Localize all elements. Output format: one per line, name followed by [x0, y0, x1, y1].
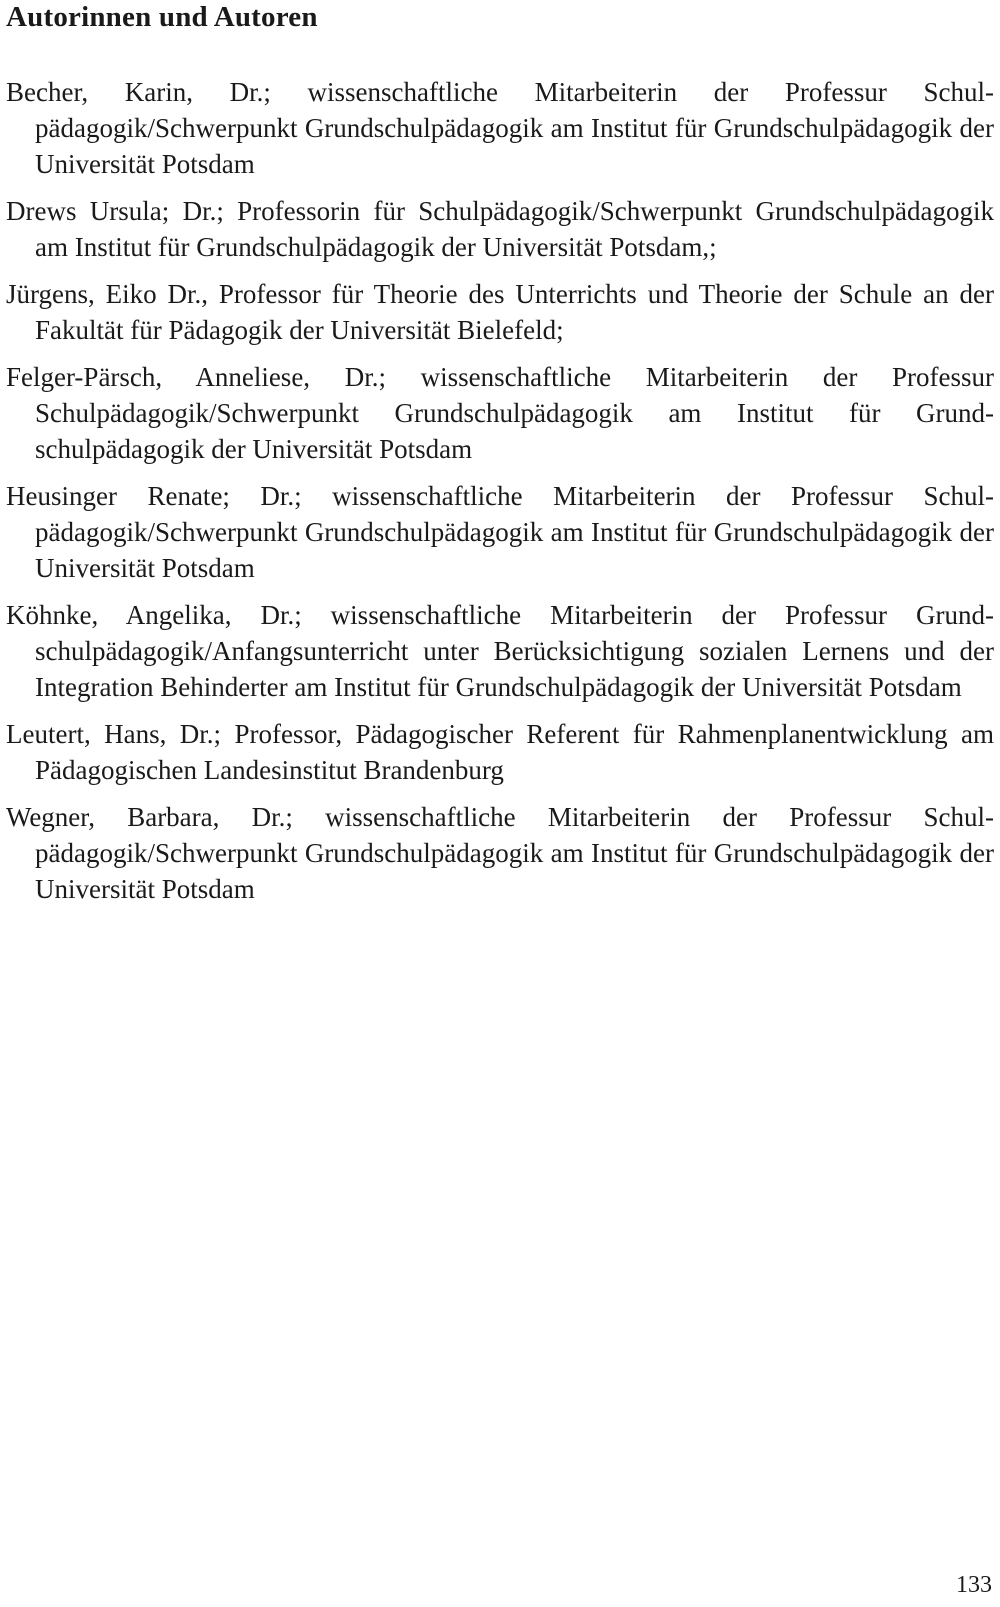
author-entry-felger-paersch: Felger-Pärsch, Anneliese, Dr.; wissenschaftliche Mitarbeiterin der Professur Schulpädagogik/Schwerpunkt Grundschulpädagogik am Institut für Grundschulpädagogik der Universität Potsdam: [6, 362, 994, 464]
author-entry-koehnke: Köhnke, Angelika, Dr.; wissenschaftliche Mitarbeiterin der Professur Grundschulpädagogik/Anfangsunterricht unter Berücksichtigung sozialen Lernens und der Integration Behinderter am Institut für Grundschulpädagogik der Universität Potsdam: [6, 600, 994, 702]
author-entry-wegner: Wegner, Barbara, Dr.; wissenschaftliche Mitarbeiterin der Professur Schulpädagogik/Schwerpunkt Grundschulpädagogik am Institut für Grundschulpädagogik der Universität Potsdam: [6, 802, 994, 904]
author-entry-drews: Drews Ursula; Dr.; Professorin für Schulpädagogik/Schwerpunkt Grundschulpädagogik am Institut für Grundschulpädagogik der Universität Potsdam,;: [6, 196, 994, 262]
author-entry-juergens: Jürgens, Eiko Dr., Professor für Theorie des Unterrichts und Theorie der Schule an der Fakultät für Pädagogik der Universität Bielefeld;: [6, 279, 994, 345]
page-title: Autorinnen und Autoren: [6, 1, 318, 33]
author-entry-leutert: Leutert, Hans, Dr.; Professor, Pädagogischer Referent für Rahmenplanentwicklung am Pädagogischen Landesinstitut Brandenburg: [6, 719, 994, 785]
page-number: 133: [956, 1572, 992, 1598]
author-entry-becher: Becher, Karin, Dr.; wissenschaftliche Mitarbeiterin der Professur Schulpädagogik/Schwerpunkt Grundschulpädagogik am Institut für Grundschulpädagogik der Universität Potsdam: [6, 77, 994, 179]
author-entry-heusinger: Heusinger Renate; Dr.; wissenschaftliche Mitarbeiterin der Professur Schulpädagogik/Schwerpunkt Grundschulpädagogik am Institut für Grundschulpädagogik der Universität Potsdam: [6, 481, 994, 583]
author-list: [6, 74, 994, 918]
